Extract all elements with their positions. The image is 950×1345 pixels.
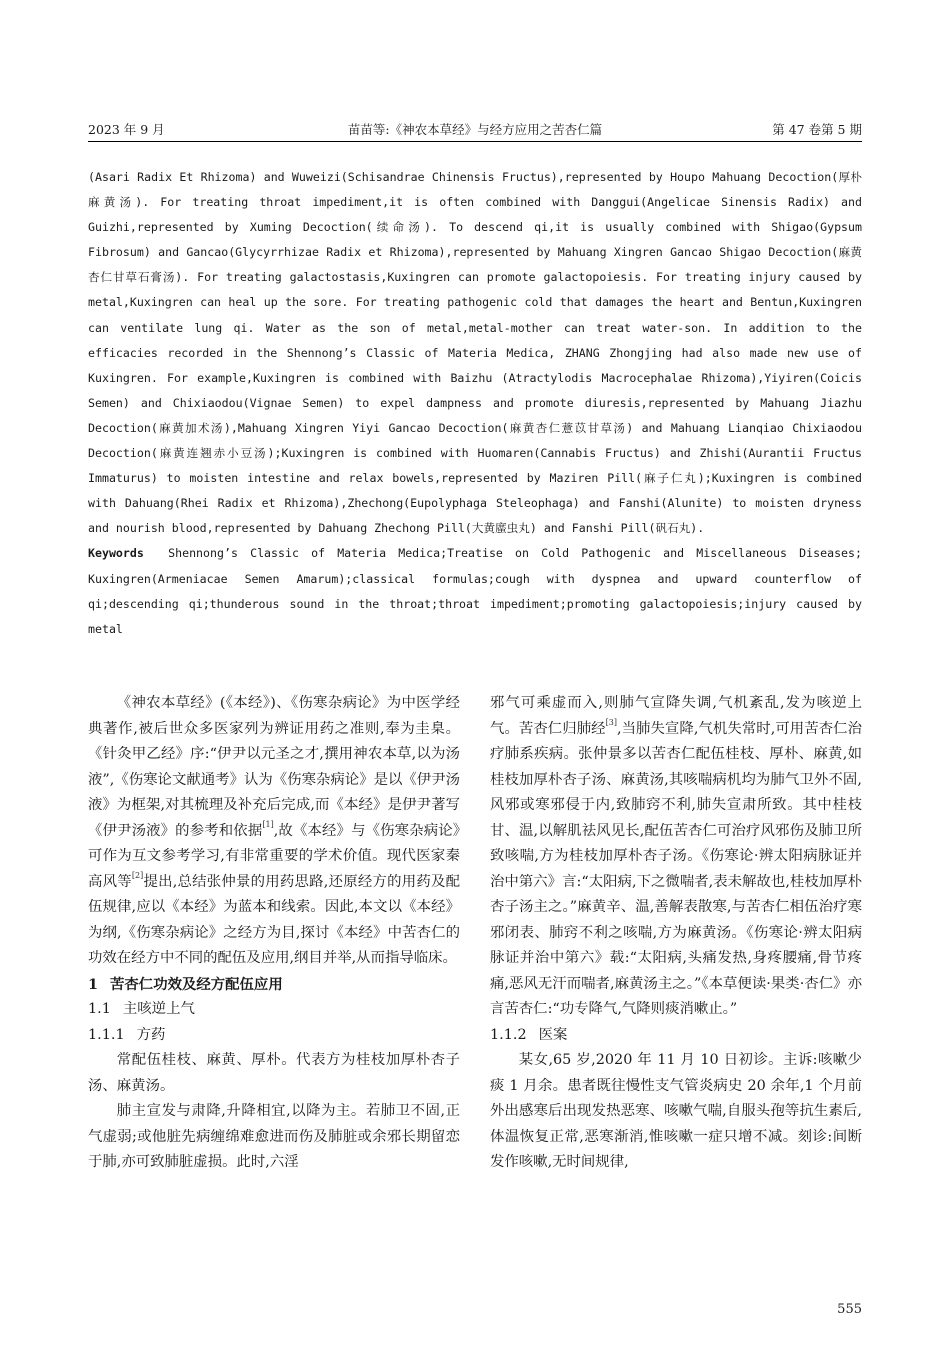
keywords-paragraph [88,541,862,641]
header-date: 2023 年 9 月 [88,122,165,137]
header-rule [88,141,862,142]
keywords-label: Keywords [88,546,144,561]
section-1-1-1-title: 方药 [136,1026,166,1043]
section-1-1-2-heading [490,1023,862,1049]
section-1-1-title: 主咳逆上气 [122,1001,195,1017]
intro-text-c: 提出,总结张仲景的用药思路,还原经方的用药及配伍规律,应以《本经》为蓝本和线索。因此,本文以《本经》为纲,《伤寒杂病论》之经方为目,探讨《本经》中苦杏仁的功效在经方中不同的配伍及应用,纲目并举,从而指导临床。 [88,873,460,966]
prescription-paragraph: 常配伍桂枝、麻黄、厚朴。代表方为桂枝加厚朴杏子汤、麻黄汤。 [88,1052,460,1094]
running-header [88,120,862,140]
lung-function-paragraph: 肺主宣发与肃降,升降相宜,以降为主。若肺卫不固,正气虚弱;或他脏先病缠绵难愈进而伤及肺脏或余邪长期留恋于肺,亦可致肺脏虚损。此时,六淫 [88,1103,460,1170]
header-volume: 第 47 卷第 5 期 [772,122,862,137]
section-1-1-2-title: 医案 [538,1026,568,1043]
english-abstract [88,165,862,642]
section-1-heading [88,972,460,998]
section-1-1-number: 1.1 [88,1001,111,1017]
section-1-1-heading [88,997,460,1023]
section-1-1-2-number: 1.1.2 [490,1026,527,1043]
cough-mechanism-paragraph [490,691,862,1023]
keywords-text: Shennong’s Classic of Materia Medica;Treatise on Cold Pathogenic and Miscellaneous Diseases; Kuxingren(Armeniacae Semen Amarum);classical formulas;cough with dyspnea and upward counterflow of qi;descending qi;thunderous sound in the throat;throat impediment;promoting galactopoiesis;injury caused by metal [88,546,862,636]
left-column [88,691,460,1176]
citation-2: [2] [131,870,144,880]
section-1-title: 苦杏仁功效及经方配伍应用 [110,975,283,993]
intro-text-a: 《神农本草经》(《本经》)、《伤寒杂病论》为中医学经典著作,被后世众多医家列为辨证用药之准则,奉为圭臬。《针灸甲乙经》序:“伊尹以元圣之才,撰用神农本草,以为汤液”,《伤寒论文献通考》认为《伤寒杂病论》是以《伊尹汤液》为框架,对其梳理及补充后完成,而《本经》是伊尹著写《伊尹汤液》的参考和依据 [88,695,460,839]
section-1-1-1-heading [88,1023,460,1049]
header-title: 苗苗等:《神农本草经》与经方应用之苦杏仁篇 [347,122,603,137]
citation-1: [1] [262,819,274,829]
intro-paragraph [88,691,460,972]
citation-3: [3] [605,717,617,727]
mechanism-text-b: ,当肺失宣降,气机失常时,可用苦杏仁治疗肺系疾病。张仲景多以苦杏仁配伍桂枝、厚朴、麻黄,如桂枝加厚朴杏子汤、麻黄汤,其咳喘病机均为肺气卫外不固,风邪或寒邪侵于内,致肺窍不利,肺失宣肃所致。其中桂枝甘、温,以解肌祛风见长,配伍苦杏仁可治疗风邪伤及肺卫所致咳喘,方为桂枝加厚朴杏子汤。《伤寒论·辨太阳病脉证并治中第六》言:“太阳病,下之微喘者,表未解故也,桂枝加厚朴杏子汤主之。”麻黄辛、温,善解表散寒,与苦杏仁相伍治疗寒邪闭表、肺窍不利之咳喘,方为麻黄汤。《伤寒论·辨太阳病脉证并治中第六》载:“太阳病,头痛发热,身疼腰痛,骨节疼痛,恶风无汗而喘者,麻黄汤主之。”《本草便读·果类·杏仁》亦言苦杏仁:“功专降气,气降则痰消嗽止。” [490,720,862,1017]
section-1-1-1-number: 1.1.1 [88,1026,125,1043]
abstract-body: (Asari Radix Et Rhizoma) and Wuweizi(Schisandrae Chinensis Fructus),represented by Houpo Mahuang Decoction(厚朴麻黄汤). For treating throat impediment,it is often combined with Danggui(Angelicae Sinensis Radix) and Guizhi,represented by Xuming Decoction(续命汤). To descend qi,it is usually combined with Shigao(Gypsum Fibrosum) and Gancao(Glycyrrhizae Radix et Rhizoma),represented by Mahuang Xingren Gancao Shigao Decoction(麻黄杏仁甘草石膏汤). For treating galactostasis,Kuxingren can promote galactopoiesis. For treating injury caused by metal,Kuxingren can heal up the sore. For treating pathogenic cold that damages the heart and Bentun,Kuxingren can ventilate lung qi. Water as the son of metal,metal-mother can treat water-son. In addition to the efficacies recorded in the Shennong’s Classic of Materia Medica, ZHANG Zhongjing had also made new use of Kuxingren. For example,Kuxingren is combined with Baizhu (Atractylodis Macrocephalae Rhizoma),Yiyiren(Coicis Semen) and Chixiaodou(Vignae Semen) to expel dampness and promote diuresis,represented by Mahuang Jiazhu Decoction(麻黄加术汤),Mahuang Xingren Yiyi Gancao Decoction(麻黄杏仁薏苡甘草汤) and Mahuang Lianqiao Chixiaodou Decoction(麻黄连翘赤小豆汤);Kuxingren is combined with Huomaren(Cannabis Fructus) and Zhishi(Aurantii Fructus Immaturus) to moisten intestine and relax bowels,represented by Maziren Pill(麻子仁丸);Kuxingren is combined with Dahuang(Rhei Radix et Rhizoma),Zhechong(Eupolyphaga Steleophaga) and Fanshi(Alunite) to moisten dryness and nourish blood,represented by Dahuang Zhechong Pill(大黄䗪虫丸) and Fanshi Pill(矾石丸). [88,170,862,536]
section-1-number: 1 [88,975,99,993]
intro-text-b: ,故《本经》与《伤寒杂病论》可作为互文参考学习,有非常重要的学术价值。现代医家秦高风等 [88,822,460,890]
case-paragraph: 某女,65 岁,2020 年 11 月 10 日初诊。主诉:咳嗽少痰 1 月余。患者既往慢性支气管炎病史 20 余年,1 个月前外出感寒后出现发热恶寒、咳嗽气喘,自服头孢等抗生素后,体温恢复正常,恶寒渐消,惟咳嗽一症只增不减。刻诊:间断发作咳嗽,无时间规律, [490,1052,862,1170]
right-column [490,691,862,1176]
page-number: 555 [837,1302,862,1317]
mechanism-text-a: 邪气可乘虚而入,则肺气宣降失调,气机紊乱,发为咳逆上气。苦杏仁归肺经 [490,695,862,737]
